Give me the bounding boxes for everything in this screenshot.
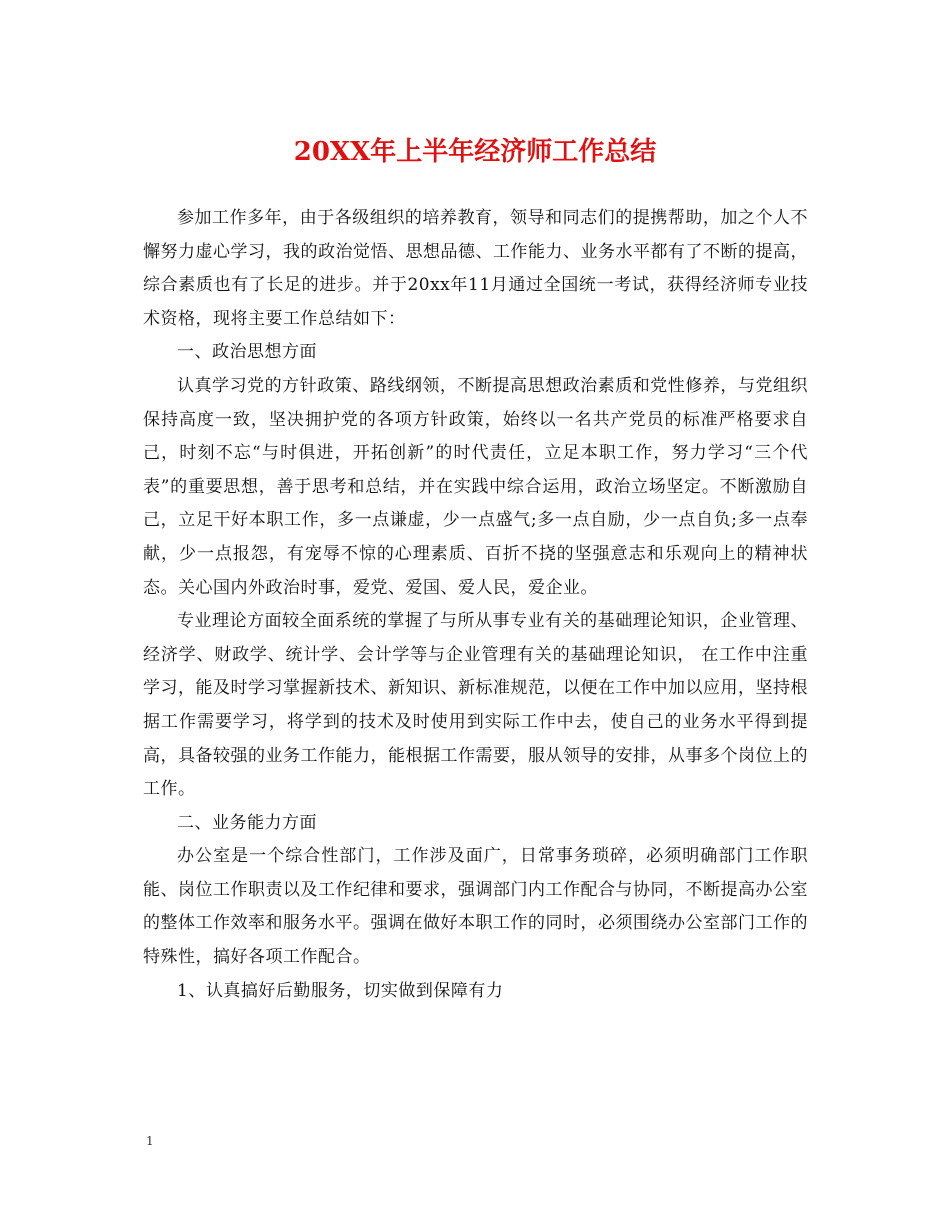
- paragraph-office: 办公室是一个综合性部门，工作涉及面广，日常事务琐碎，必须明确部门工作职能、岗位工作职责以及工作纪律和要求，强调部门内工作配合与协同，不断提高办公室的整体工作效率和服务水平。强调在做好本职工作的同时，必须围绕办公室部门工作的特殊性，搞好各项工作配合。: [143, 846, 808, 968]
- document-body: [143, 202, 808, 1008]
- paragraph-political: 认真学习党的方针政策、路线纲领，不断提高思想政治素质和党性修养，与党组织保持高度一致，坚决拥护党的各项方针政策，始终以一名共产党员的标准严格要求自己，时刻不忘“与时俱进，开拓创新”的时代责任，立足本职工作，努力学习“三个代表”的重要思想，善于思考和总结，并在实践中综合运用，政治立场坚定。不断激励自己，立足干好本职工作，多一点谦虚，少一点盛气;多一点自励，少一点自负;多一点奉献，少一点报怨，有宠辱不惊的心理素质、百折不挠的坚强意志和乐观向上的精神状态。关心国内外政治时事，爱党、爱国、爱人民，爱企业。: [143, 375, 808, 598]
- page-number: 1: [146, 1134, 154, 1148]
- paragraph-theory: 专业理论方面较全面系统的掌握了与所从事专业有关的基础理论知识，企业管理、经济学、财政学、统计学、会计学等与企业管理有关的基础理论知识， 在工作中注重学习，能及时学习掌握新技术、新知识、新标准规范，以便在工作中加以应用，坚持根据工作需要学习，将学到的技术及时使用到实际工作中去，使自己的业务水平得到提高，具备较强的业务工作能力，能根据工作需要，服从领导的安排，从事多个岗位上的工作。: [143, 611, 808, 800]
- paragraph-intro: 参加工作多年，由于各级组织的培养教育，领导和同志们的提携帮助，加之个人不懈努力虚心学习，我的政治觉悟、思想品德、工作能力、业务水平都有了不断的提高，综合素质也有了长足的进步。并于20xx年11月通过全国统一考试，获得经济师专业技术资格，现将主要工作总结如下：: [143, 208, 808, 329]
- section-heading-business: 二、业务能力方面: [177, 812, 317, 833]
- subheading-logistics: 1、认真搞好后勤服务，切实做到保障有力: [177, 980, 504, 1001]
- section-heading-political: 一、政治思想方面: [177, 342, 317, 363]
- document-title: 20XX年上半年经济师工作总结: [293, 137, 657, 167]
